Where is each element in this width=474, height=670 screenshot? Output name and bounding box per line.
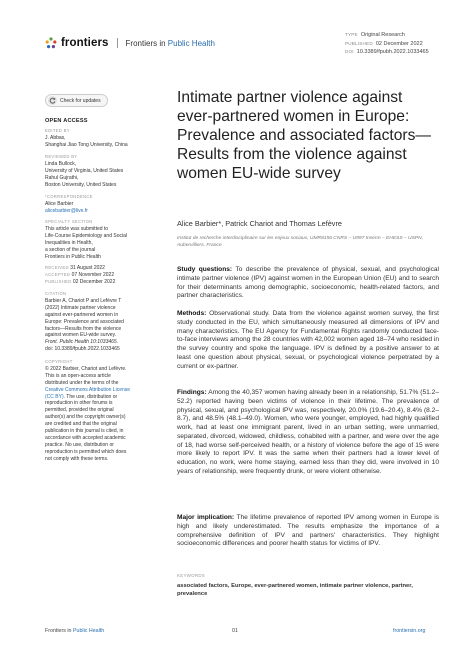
citation: CITATION Barbier A, Chariot P and Lefèvre T (2022) Intimate partner violence against ever-partnered women in Europe: Prevalence and associated factors—Results from the violence against women EU-wide survey. Front. Public Health 10:1033465. doi: 10.3389/fpubh.2022.1033465 (45, 291, 124, 353)
edited-by: EDITED BY J. Abbas, Shanghai Jiao Tong University, China (45, 128, 128, 148)
copyright: COPYRIGHT © 2022 Barbier, Chariot and Lefèvre. This is an open-access article distributed under the terms of the Creative Commons Attribution License (CC BY). The use, distribution or reproduction in other forums is permitted, provided the original author(s) and the copyright owner(s) are credited and that the original publication in this journal is cited, in accordance with accepted academic practice. No use, distribution or reproduction is permitted which does not comply with these terms. (45, 359, 160, 463)
license-link[interactable]: Creative Commons Attribution License (45, 386, 131, 393)
article-title: Intimate partner violence against ever-partnered women in Europe: Prevalence and associated factors—Results from the violence against women EU-wide survey (177, 89, 431, 182)
abstract-major-implication: Major implication: The lifetime prevalence of reported IPV among women in Europe is high and likely underestimated. The results emphasize the importance of a comprehensive definition of IPV and partners' characteristics. They highlight socioeconomic differences and poorer health status for victims of IPV. (177, 514, 440, 548)
keywords: associated factors, Europe, ever-partnered women, intimate partner violence, partner, prevalence (177, 583, 413, 597)
abstract-study-questions: Study questions: To describe the prevalence of physical, sexual, and psychological intimate partner violence (IPV) against women in the European Union (EU) and to search for their determinants among demographic, socioeconomic, health-related factors, and partner characteristics. (177, 266, 440, 300)
article-meta: TYPE Original Research PUBLISHED 02 December 2022 DOI 10.3389/fpubh.2022.1033465 (345, 32, 429, 56)
correspondence: *CORRESPONDENCE Alice Barbier alicebarbier@live.fr (45, 194, 160, 215)
dates: RECEIVED 31 August 2022 ACCEPTED 07 November 2022 PUBLISHED 02 December 2022 (45, 265, 116, 285)
reviewed-by: REVIEWED BY Linda Bullock, University of Virginia, United States Rahul Gujrathi, Boston University, United States (45, 154, 124, 188)
page-number: 01 (232, 628, 238, 634)
author-list[interactable]: Alice Barbier*, Patrick Chariot and Thomas Lefèvre (177, 219, 342, 228)
refresh-icon (48, 96, 57, 105)
brand-name[interactable]: frontiers (61, 37, 109, 49)
doi: 10.3389/fpubh.2022.1033465 (356, 49, 429, 56)
published-date: 02 December 2022 (375, 40, 423, 47)
article-type: Original Research (360, 32, 405, 38)
check-updates-label: Check for updates (60, 97, 101, 104)
correspondence-email[interactable]: alicebarbier@live.fr (45, 207, 88, 214)
abstract-findings: Findings: Among the 40,357 women having already been in a relationship, 51.7% (51.2–52.2) reported having been victims of violence in their lifetime. The prevalence of physical, sexual, and psychological IPV was, respectively, 20.0% (19.6–20.4), 8.4% (8.2–8.7), and 48.5% (48.1–49.0). Women, who were younger, employed, had highly qualified work, had at least one immigrant parent, lived in an urban setting, were unmarried, separated, divorced, widowed, childless, cohabited with a partner, and were over the age of 18, had worse self-perceived health, or a history of violence before the age of 15 were more likely to report IPV. It was the same when their partners had a lower level of education, no work, were home staying, earned less than they did, were involved in 10 years of relationship, were frequently drunk, or were violent otherwise. (177, 389, 439, 475)
specialty-section: SPECIALTY SECTION This article was submitted to Life-Course Epidemiology and Social Inequalities in Health, a section of the journal Frontiers in Public Health (45, 219, 127, 260)
affiliation: Institut de recherche interdisciplinaire sur les enjeux sociaux, UMR8156 CNRS – U997 Inserm – EHESS – USPN, Aubervilliers, France (177, 236, 423, 248)
cc-by-link[interactable]: (CC BY). (45, 393, 65, 400)
footer-journal: Frontiers in Public Health (45, 628, 105, 634)
abstract-methods: Methods: Observational study. Data from the violence against women survey, the first study conducted in the EU, which simultaneously measured all dimensions of IPV and many characteristics. The EU Agency for Fundamental Rights randomly conducted face-to-face interviews among the 28 countries with 42,002 women aged 18–74 who resided in the survey country and spoke the language. IPV is defined by a positive answer to at least one question about physical, sexual, or psychological violence perpetrated by a current or ex-partner. (177, 310, 439, 370)
header-divider (117, 38, 118, 48)
footer-site-link[interactable]: frontiersin.org (393, 628, 426, 634)
frontiers-logo-icon (45, 37, 57, 49)
check-updates-button[interactable] (45, 94, 108, 107)
journal-header (45, 37, 215, 49)
journal-name[interactable]: Frontiers in Public Health (125, 38, 215, 48)
open-access-label: OPEN ACCESS (45, 118, 88, 124)
keywords-label: KEYWORDS (177, 573, 206, 578)
